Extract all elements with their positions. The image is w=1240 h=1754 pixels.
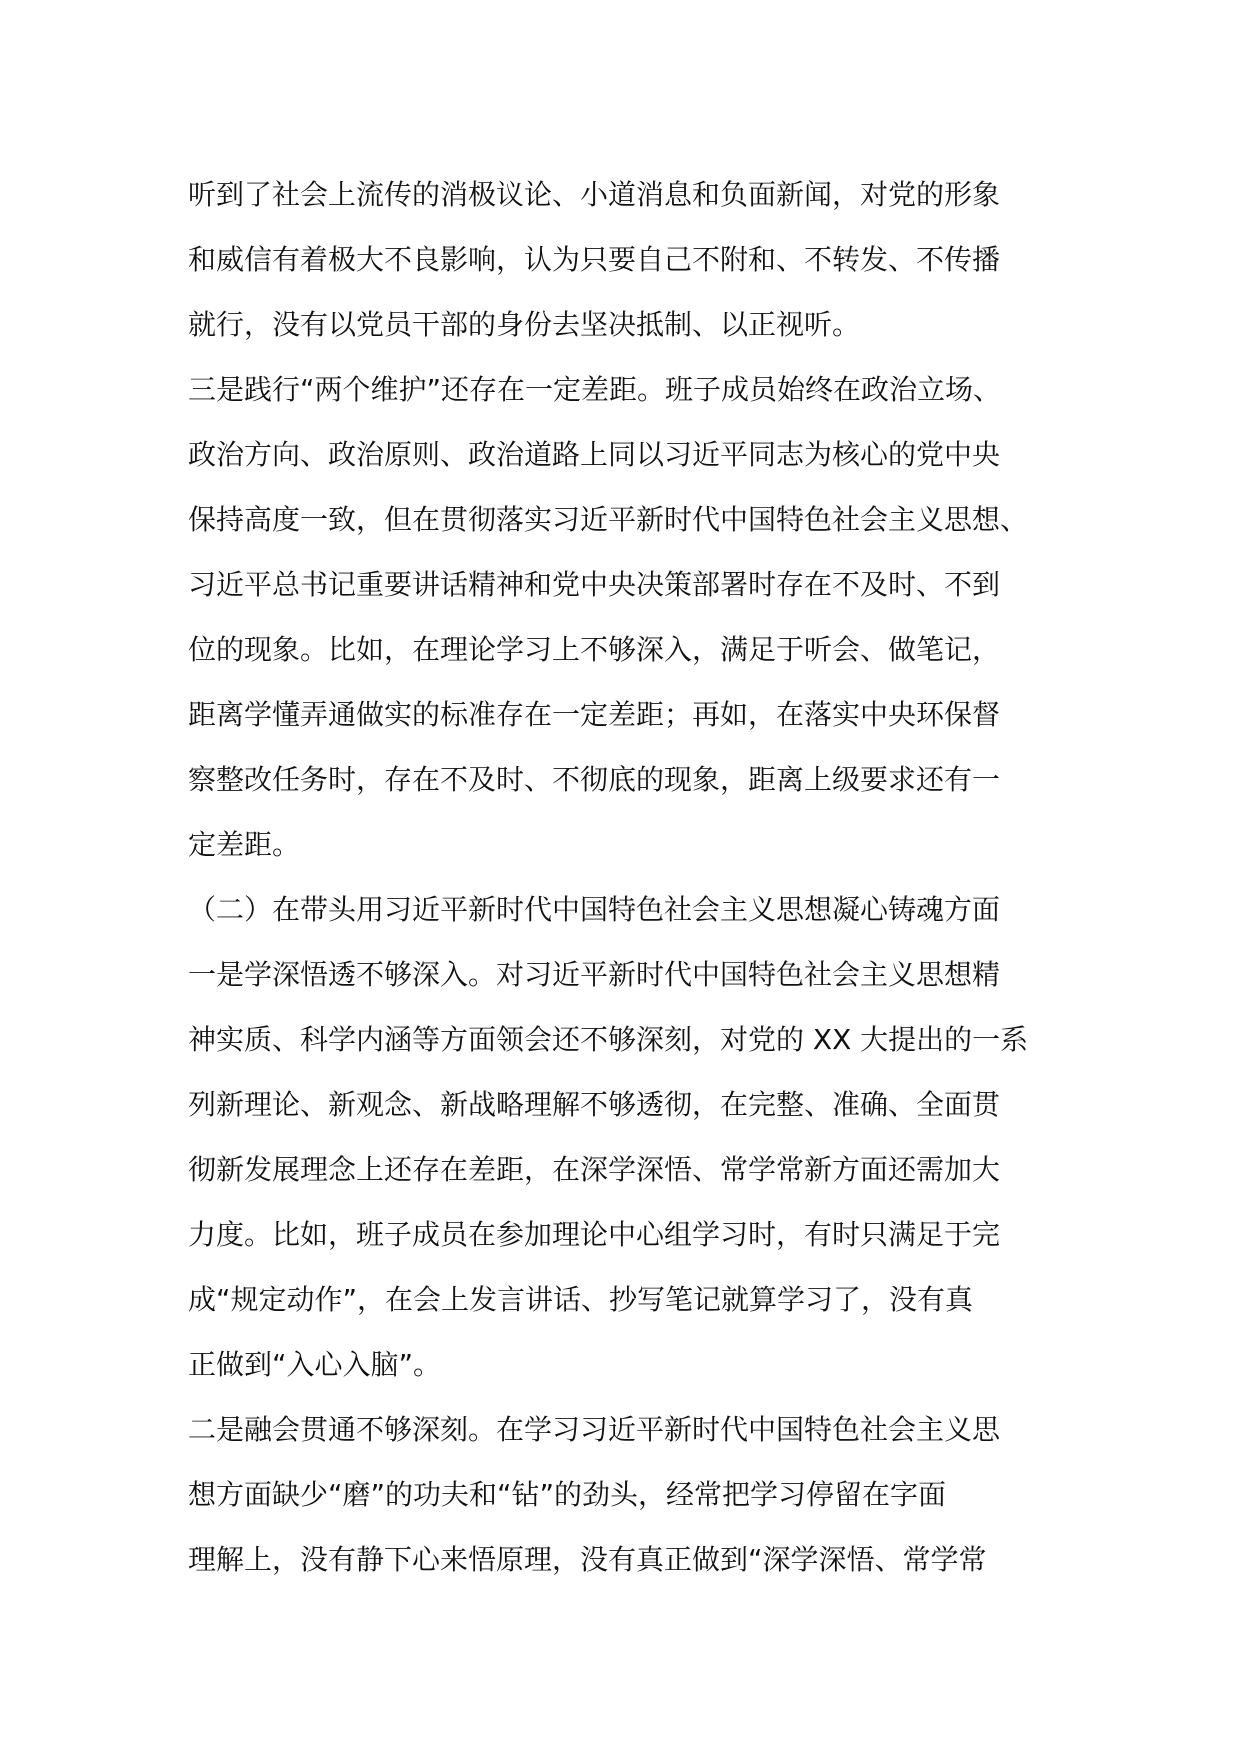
text-line: 列新理论、新观念、新战略理解不够透彻，在完整、准确、全面贯	[188, 1088, 1001, 1121]
text-line: 听到了社会上流传的消极议论、小道消息和负面新闻，对党的形象	[188, 178, 1001, 211]
text-line: 神实质、科学内涵等方面领会还不够深刻，对党的 XX 大提出的一系	[188, 1023, 1029, 1056]
text-line: 定差距。	[188, 828, 301, 861]
text-line: 二是融会贯通不够深刻。在学习习近平新时代中国特色社会主义思	[188, 1413, 1001, 1446]
text-line: 三是践行“两个维护”还存在一定差距。班子成员始终在政治立场、	[188, 373, 1002, 406]
body-text	[188, 162, 1088, 1592]
text-line: 位的现象。比如，在理论学习上不够深入，满足于听会、做笔记，	[188, 633, 1001, 666]
text-line: 彻新发展理念上还存在差距，在深学深悟、常学常新方面还需加大	[188, 1153, 1001, 1186]
text-line: 就行，没有以党员干部的身份去坚决抵制、以正视听。	[188, 308, 861, 341]
text-line: 一是学深悟透不够深入。对习近平新时代中国特色社会主义思想精	[188, 958, 1001, 991]
text-line: 正做到“入心入脑”。	[188, 1348, 442, 1381]
text-line: 察整改任务时，存在不及时、不彻底的现象，距离上级要求还有一	[188, 763, 1001, 796]
section-heading: （二）在带头用习近平新时代中国特色社会主义思想凝心铸魂方面	[188, 893, 1001, 926]
text-line: 力度。比如，班子成员在参加理论中心组学习时，有时只满足于完	[188, 1218, 1001, 1251]
text-line: 成“规定动作”，在会上发言讲话、抄写笔记就算学习了，没有真	[188, 1283, 974, 1316]
text-line: 想方面缺少“磨”的功夫和“钻”的劲头，经常把学习停留在字面	[188, 1478, 947, 1511]
text-line: 和威信有着极大不良影响，认为只要自己不附和、不转发、不传播	[188, 243, 1001, 276]
text-line: 保持高度一致，但在贯彻落实习近平新时代中国特色社会主义思想、	[188, 503, 1029, 536]
text-line: 政治方向、政治原则、政治道路上同以习近平同志为核心的党中央	[188, 438, 1001, 471]
text-line: 习近平总书记重要讲话精神和党中央决策部署时存在不及时、不到	[188, 568, 1001, 601]
text-line: 理解上，没有静下心来悟原理，没有真正做到“深学深悟、常学常	[188, 1543, 987, 1576]
text-line: 距离学懂弄通做实的标准存在一定差距；再如，在落实中央环保督	[188, 698, 1001, 731]
